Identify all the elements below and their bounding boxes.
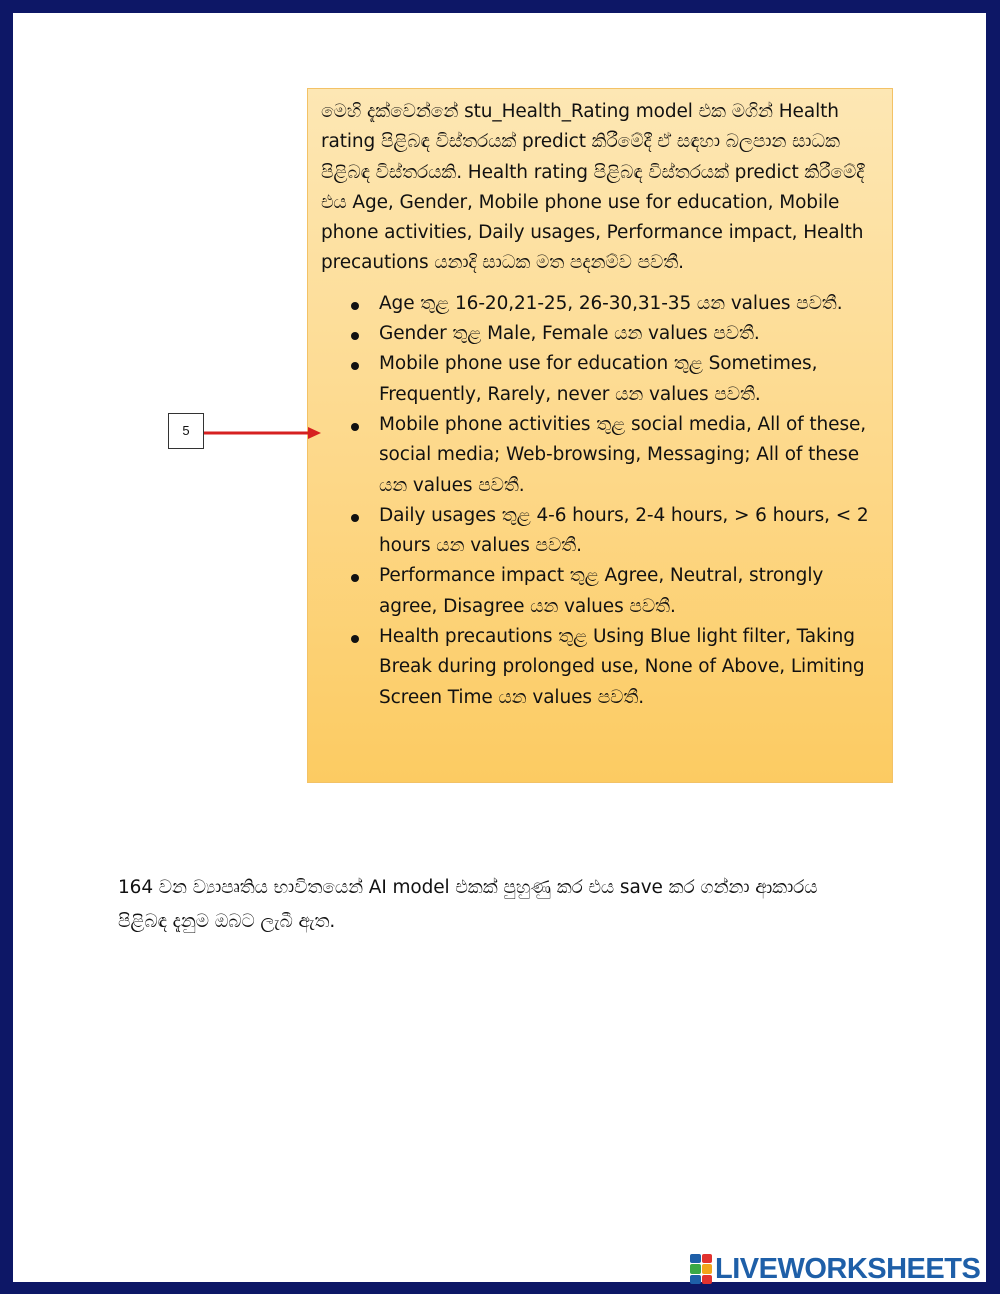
bullet-icon (351, 574, 359, 582)
callout-box (307, 88, 893, 783)
list-item-text: Age තුළ 16-20,21-25, 26-30,31-35 යන values පවතී. (379, 292, 843, 314)
summary-paragraph: 164 වන ව්‍යාපෘතිය භාවිතයෙන් AI model එකක් පුහුණු කර එය save කර ගන්නා ආකාරය පිළිබඳ දැනුම ඔබට ලැබී ඇත. (118, 877, 818, 932)
bullet-icon (351, 332, 359, 340)
bullet-icon (351, 514, 359, 522)
list-item (321, 349, 882, 410)
list-item-text: Gender තුළ Male, Female යන values පවතී. (379, 323, 760, 345)
list-item-text: Mobile phone activities තුළ social media, All of these, social media; Web-browsing, Messaging; All of these යන values පවතී. (379, 413, 867, 496)
bullet-icon (351, 423, 359, 431)
bullet-icon (351, 635, 359, 643)
list-item (321, 319, 882, 349)
list-item (321, 501, 882, 562)
list-item-text: Mobile phone use for education තුළ Sometimes, Frequently, Rarely, never යන values පවතී. (379, 353, 818, 405)
list-item-text: Health precautions තුළ Using Blue light filter, Taking Break during prolonged use, None of Above, Limiting Screen Time යන values පවතී. (379, 626, 865, 708)
list-item-text: Daily usages තුළ 4-6 hours, 2-4 hours, > 6 hours, < 2 hours යන values පවතී. (379, 504, 869, 557)
values-list (321, 289, 882, 713)
brand-name: LIVEWORKSHEETS (715, 1252, 981, 1285)
list-item (321, 410, 882, 501)
list-item-text: Performance impact තුළ Agree, Neutral, strongly agree, Disagree යන values පවතී. (379, 565, 824, 617)
bullet-icon (351, 302, 359, 310)
liveworksheets-logo-icon (690, 1254, 712, 1284)
answer-marker-box[interactable]: 5 (168, 413, 204, 449)
list-item (321, 622, 882, 713)
arrow-right-icon (204, 425, 324, 441)
callout-intro: මෙහි දැක්වෙන්නේ stu_Health_Rating model එක මගින් Health rating පිළිබඳ විස්තරයක් predict කිරීමේදී ඒ සඳහා බලපාන සාධක පිළිබඳ විස්තරයකි. Health rating පිළිබඳ විස්තරයක් predict කිරීමේදී එය Age, Gender, Mobile phone use for education, Mobile phone activities, Daily usages, Performance impact, Health precautions යනාදි සාධක මත පදනම්ව පවතී. (321, 101, 865, 274)
brand-logo (690, 1252, 980, 1286)
list-item (321, 561, 882, 622)
bullet-icon (351, 362, 359, 370)
list-item (321, 289, 882, 319)
